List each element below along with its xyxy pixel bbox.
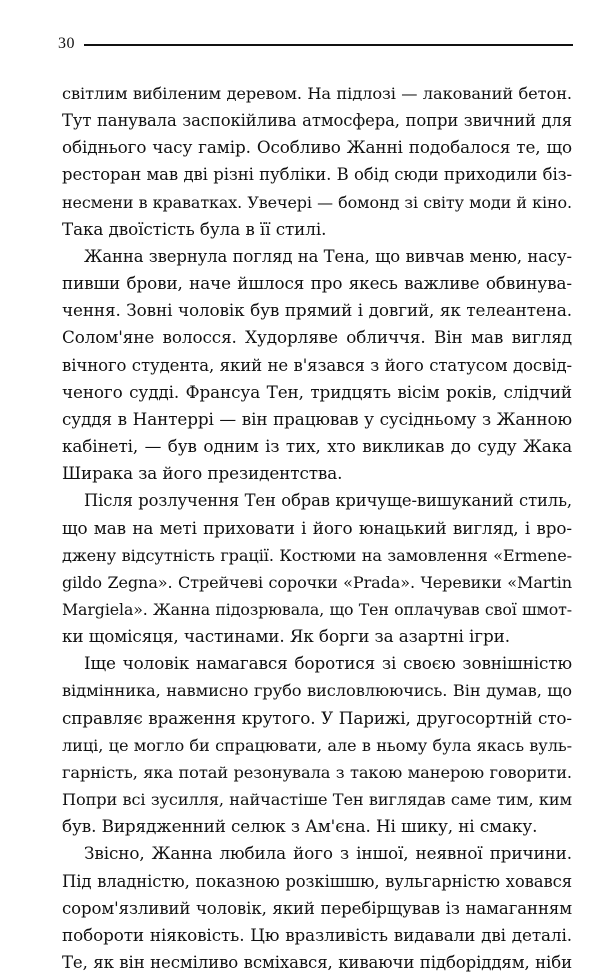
text-line: світлим вибіленим деревом. На підлозі — лакований бетон. [62,84,572,103]
text-line: ченого судді. Франсуа Тен, тридцять вісім років, слідчий [62,381,572,402]
text-line: несмени в краватках. Увечері — бомонд зі світу моди й кіно. [62,192,572,212]
paragraph-4 [62,650,572,840]
text-line: Солом'яне волосся. Худорляве обличчя. Він мав вигляд [62,327,572,348]
page-number: 30 [58,35,75,52]
text-line: Попри всі зусилля, найчастіше Тен виглядав саме тим, ким [62,790,572,810]
text-line: Іще чоловік намагався боротися зі своєю зовнішністю [84,653,572,674]
text-line: гарність, яка потай резонувала з такою манерою говорити. [62,762,572,782]
text-line: сором'язливий чоловік, який перебірщував із намаганням [62,898,572,918]
text-line: чення. Зовні чоловік був прямий і довгий, як телеантена. [62,300,572,321]
text-line: gildo Zegna». Стрейчеві сорочки «Prada». Черевики «Martin [62,572,572,592]
header-rule [84,44,573,46]
body-text [62,80,572,976]
text-line: лиці, це могло би спрацювати, але в ньому була якась вуль- [62,735,572,755]
paragraph-2 [62,243,572,487]
paragraph-3 [62,487,572,650]
text-line: Margiela». Жанна підозрювала, що Тен оплачував свої шмот- [62,599,572,619]
text-line: побороти ніяковість. Цю вразливість видавали дві деталі. [62,924,572,945]
text-line: відмінника, навмисно грубо висловлюючись. Він думав, що [62,681,572,701]
paragraph-1 [62,80,572,243]
text-line: пивши брови, наче йшлося про якесь важливе обвинува- [62,273,572,294]
text-line: Ширака за його президентства. [62,463,343,484]
text-line: Під владністю, показною розкішшю, вульгарністю ховався [62,871,572,891]
text-line: вічного студента, який не в'язався з його статусом досвід- [62,355,572,375]
text-line: Звісно, Жанна любила його з іншої, неявної причини. [84,843,572,864]
text-line: Те, як він несміливо всміхався, киваючи підборіддям, ніби [62,953,572,972]
text-line: справляє враження крутого. У Парижі, другосортній сто- [62,707,572,728]
text-line: суддя в Нантеррі — він працював у сусідньому з Жанною [62,408,572,429]
text-line: ки щомісяця, частинами. Як борги за азартні ігри. [62,626,510,647]
page-header [58,33,573,57]
text-line: обіднього часу гамір. Особливо Жанні подобалося те, що [62,137,572,158]
text-line: був. Вирядженний селюк з Ам'єна. Ні шику, ні смаку. [62,816,538,837]
text-line: Така двоїстість була в її стилі. [62,218,327,239]
paragraph-5 [62,840,572,976]
text-line: ресторан мав дві різні публіки. В обід сюди приходили біз- [62,165,572,185]
text-line: Тут панувала заспокійлива атмосфера, попри звичний для [62,111,572,131]
text-line: кабінеті, — був одним із тих, хто викликав до суду Жака [62,436,572,457]
text-line: Після розлучення Тен обрав кричуще-вишуканий стиль, [84,491,572,511]
text-line: Жанна звернула погляд на Тена, що вивчав меню, насу- [84,246,572,266]
text-line: джену відсутність грації. Костюми на замовлення «Ermene- [62,545,572,565]
text-line: що мав на меті приховати і його юнацький вигляд, і вро- [62,517,572,538]
